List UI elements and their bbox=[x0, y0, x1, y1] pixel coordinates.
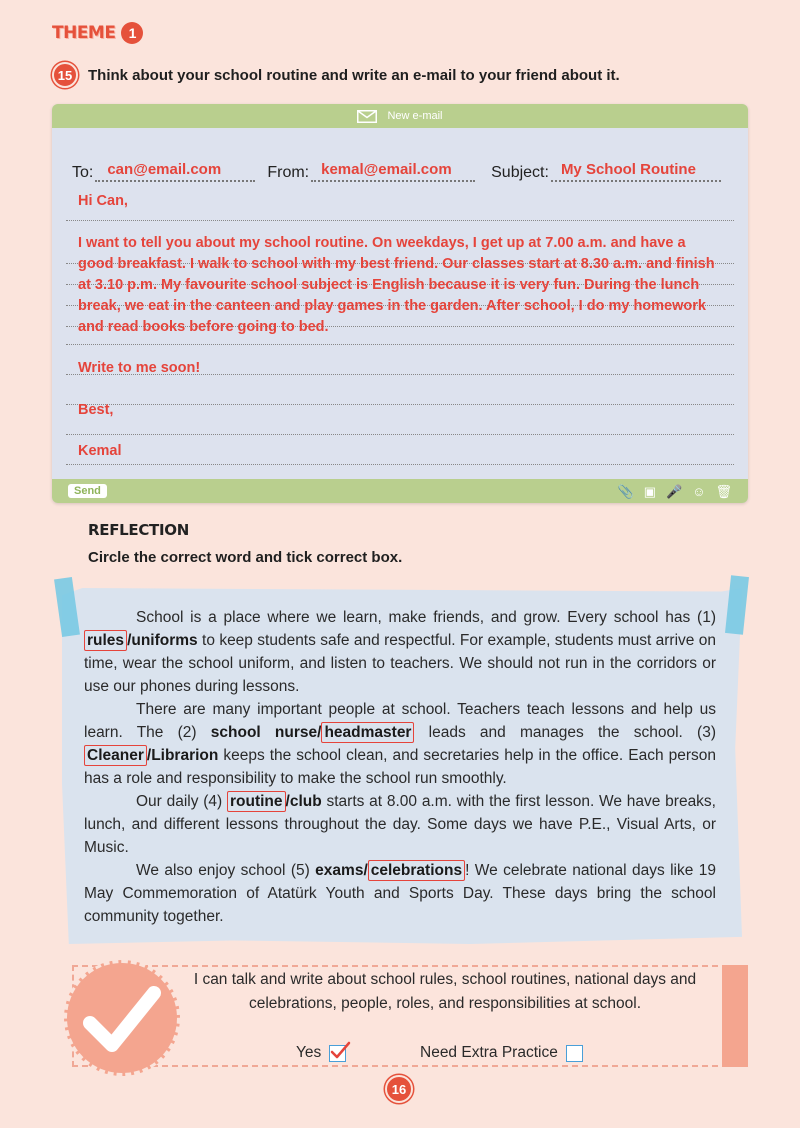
paperclip-icon[interactable]: 📎 bbox=[617, 483, 634, 499]
theme-number-badge: 1 bbox=[121, 22, 143, 44]
from-field[interactable] bbox=[311, 162, 475, 182]
choice-exams[interactable]: exams bbox=[315, 862, 364, 879]
to-value: can@email.com bbox=[107, 161, 222, 178]
trash-icon[interactable]: 🗑 bbox=[715, 483, 732, 499]
email-header-fields bbox=[72, 162, 734, 182]
can-do-statement: I can talk and write about school rules, school routines, national days and celebrations, people, roles, and responsibilities at school. bbox=[193, 971, 697, 1012]
extra-practice-option[interactable] bbox=[420, 1044, 583, 1062]
theme-label: THEME bbox=[52, 23, 116, 43]
task-instruction: Think about your school routine and write an e-mail to your friend about it. bbox=[88, 66, 620, 84]
choice-uniforms[interactable]: uniforms bbox=[131, 632, 198, 649]
yes-label: Yes bbox=[296, 1044, 322, 1061]
email-signoff: Best, bbox=[78, 402, 114, 418]
choice-celebrations[interactable]: celebrations bbox=[368, 860, 465, 881]
reflection-title: REFLECTION bbox=[88, 521, 189, 539]
yes-checkbox[interactable] bbox=[329, 1045, 346, 1062]
send-button[interactable]: Send bbox=[68, 484, 107, 498]
email-signature: Kemal bbox=[78, 443, 122, 459]
email-body bbox=[52, 128, 748, 479]
email-title-bar bbox=[52, 104, 748, 128]
from-value: kemal@email.com bbox=[321, 161, 452, 178]
choice-rules[interactable]: rules bbox=[84, 630, 127, 651]
to-label: To: bbox=[72, 164, 94, 181]
envelope-icon bbox=[357, 110, 377, 123]
email-closing-line: Write to me soon! bbox=[78, 360, 201, 376]
email-window bbox=[52, 104, 748, 503]
subject-value: My School Routine bbox=[560, 161, 696, 178]
extra-practice-checkbox[interactable] bbox=[566, 1045, 583, 1062]
yes-option[interactable] bbox=[296, 1044, 346, 1062]
image-icon[interactable]: ▣ bbox=[643, 483, 657, 499]
extra-practice-label: Need Extra Practice bbox=[420, 1044, 558, 1061]
reflection-instruction: Circle the correct word and tick correct box. bbox=[88, 549, 403, 566]
passage-paragraph-4: We also enjoy school (5) exams/ celebrations ! We celebrate national days like 19 May Commemoration of Atatürk Youth and Sports Day. These days bring the school community together. bbox=[84, 862, 716, 925]
tick-icon bbox=[329, 1041, 351, 1061]
ruled-line bbox=[66, 434, 734, 435]
ruled-line bbox=[66, 220, 734, 221]
email-message[interactable]: I want to tell you about my school routine. On weekdays, I get up at 7.00 a.m. and have a good breakfast. I walk to school with my best friend. Our classes start at 8.30 a.m. and finish at 3.10 p.m. My favourite school subject is English because it is very fun. During the lunch break, we eat in the canteen and play games in the garden. After school, I do my homework and read books before going to bed. bbox=[78, 235, 715, 335]
choice-librarion[interactable]: Librarion bbox=[151, 747, 219, 764]
choice-club[interactable]: club bbox=[289, 793, 322, 810]
choice-routine[interactable]: routine bbox=[227, 791, 286, 812]
email-window-title: New e-mail bbox=[387, 110, 443, 122]
ruled-line bbox=[66, 344, 734, 345]
toolbar-icons bbox=[618, 485, 732, 498]
reflection-passage bbox=[84, 606, 716, 928]
task-number-badge: 15 bbox=[52, 62, 78, 88]
tape-left bbox=[54, 577, 80, 637]
can-do-stripe bbox=[722, 965, 748, 1067]
page-number: 16 bbox=[385, 1075, 413, 1103]
ruled-line bbox=[66, 464, 734, 465]
passage-paragraph-2: There are many important people at school. Teachers teach lessons and help us learn. The (2) school nurse/ headmaster leads and manages the school. (3) Cleaner /Librarion keeps the school clean, and secretaries help in the office. Each person has a role and responsibility to make the school run smoothly. bbox=[84, 701, 716, 787]
email-greeting: Hi Can, bbox=[78, 193, 128, 209]
subject-label: Subject: bbox=[491, 164, 549, 181]
microphone-icon[interactable]: 🎤 bbox=[666, 483, 683, 499]
email-toolbar bbox=[52, 479, 748, 503]
task-header bbox=[52, 62, 620, 88]
tape-right bbox=[725, 575, 749, 635]
emoji-icon[interactable]: ☺ bbox=[692, 483, 706, 499]
subject-field[interactable] bbox=[551, 162, 721, 182]
checkmark-icon bbox=[82, 983, 162, 1053]
passage-paragraph-1: School is a place where we learn, make friends, and grow. Every school has (1) rules /uniforms to keep students safe and respectful. For example, students must arrive on time, wear the school uniform, and listen to teachers. We should not run in the corridors or use our phones during lessons. bbox=[84, 609, 716, 695]
choice-school-nurse[interactable]: school nurse bbox=[210, 724, 318, 741]
checkmark-badge bbox=[64, 960, 180, 1076]
theme-header bbox=[52, 22, 143, 44]
passage-paragraph-3: Our daily (4) routine /club starts at 8.00 a.m. with the first lesson. We have breaks, lunch, and different lessons throughout the day. Some days we have P.E., Visual Arts, or Music. bbox=[84, 793, 716, 856]
choice-cleaner[interactable]: Cleaner bbox=[84, 745, 147, 766]
to-field[interactable] bbox=[95, 162, 255, 182]
choice-headmaster[interactable]: headmaster bbox=[321, 722, 414, 743]
from-label: From: bbox=[267, 164, 310, 181]
